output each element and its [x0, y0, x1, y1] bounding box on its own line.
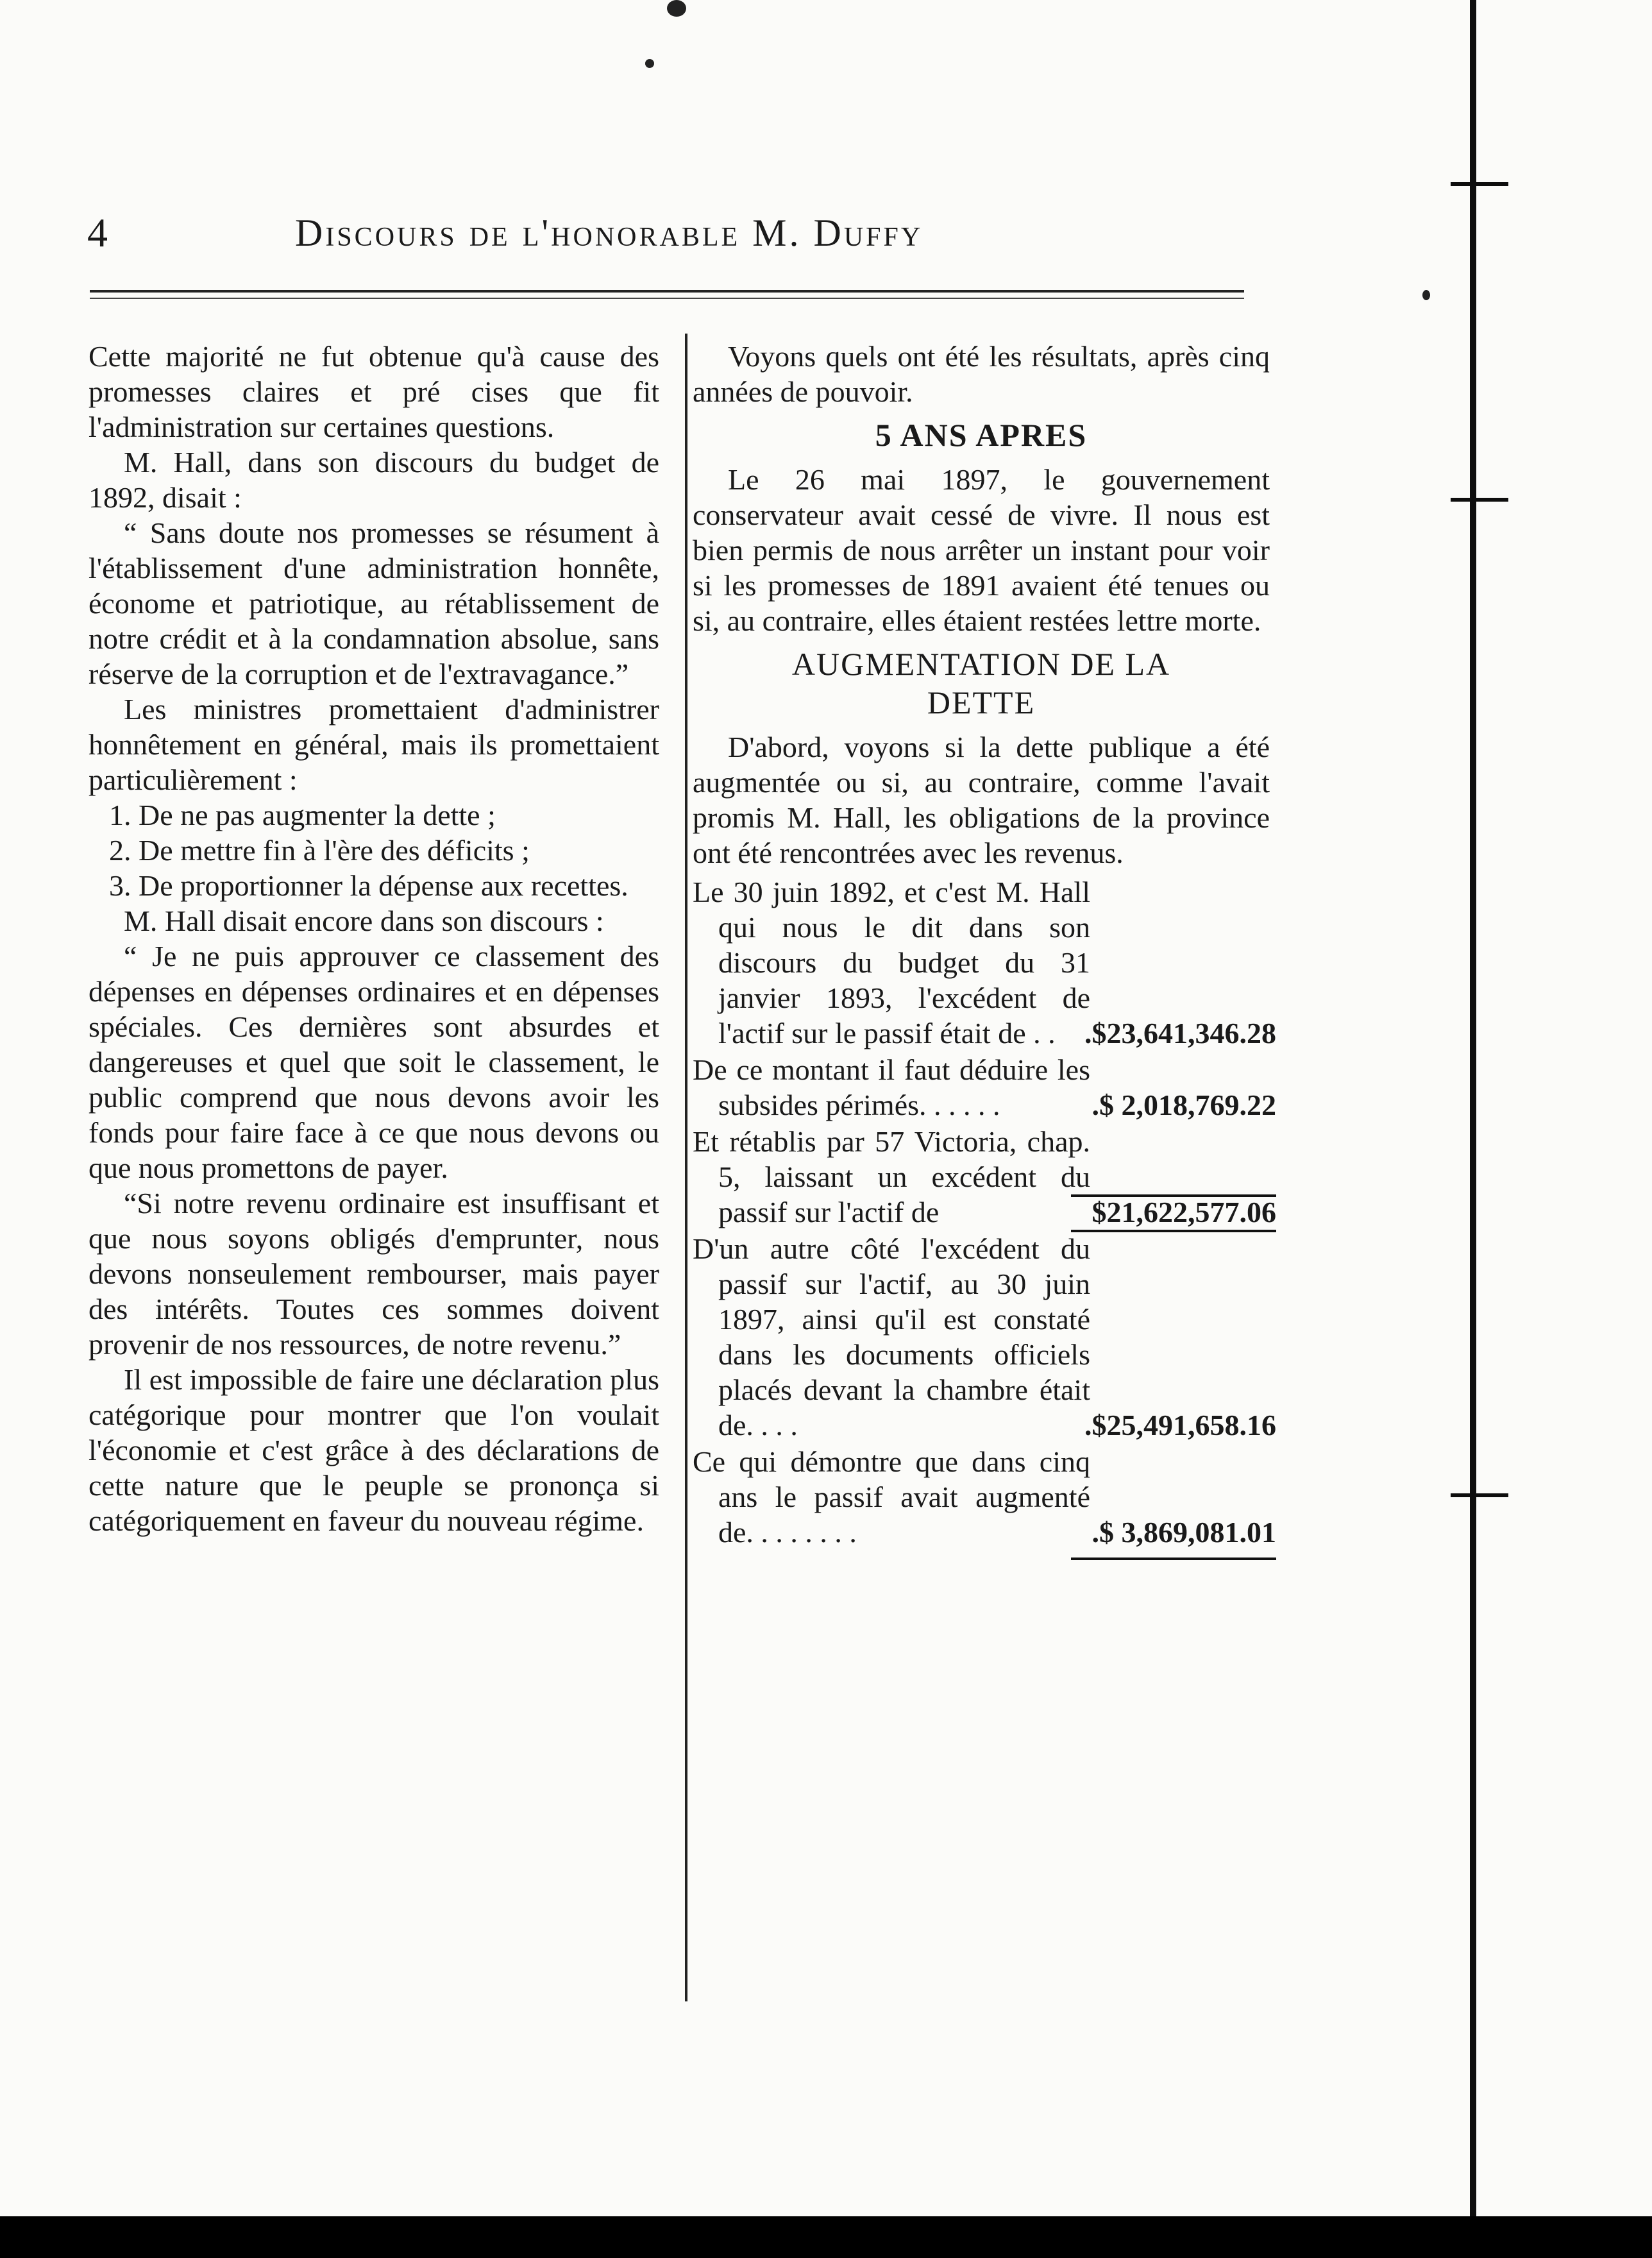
paragraph: Voyons quels ont été les résultats, après cinq années de pouvoir. — [693, 340, 1270, 408]
edge-mark — [1451, 1493, 1508, 1497]
quote-paragraph: “ Je ne puis approuver ce classement des dépenses en dépenses ordinaires et en dépenses spéciales. Ces dernières sont absurdes et dangereuses et quel que soit le classement, le public comprend que nous devons avoir les fonds pour faire face à ce que nous devons ou que nous promettons de payer. — [88, 940, 659, 1184]
statement-amount: .$25,491,658.16 — [1084, 1409, 1276, 1441]
statement-row — [693, 1052, 1276, 1123]
column-separator — [685, 334, 687, 2001]
ink-speck — [645, 59, 654, 68]
total-rule — [1071, 1558, 1276, 1560]
statement-amount: $21,622,577.06 — [1092, 1196, 1276, 1228]
statement-row — [693, 1444, 1276, 1550]
edge-mark — [1451, 182, 1508, 186]
paragraph: M. Hall disait encore dans son discours : — [124, 904, 604, 937]
adjacent-page-margin — [1475, 0, 1652, 2216]
statement-text: Et rétablis par 57 Victoria, chap. 5, laissant un excédent du passif sur l'actif de — [693, 1125, 1090, 1228]
list-item: 2. De mettre fin à l'ère des déficits ; — [109, 834, 530, 867]
section-heading: AUGMENTATION DE LA — [791, 646, 1171, 682]
section-heading-line2: DETTE — [927, 684, 1036, 720]
statement-amount: .$23,641,346.28 — [1084, 1017, 1276, 1049]
page-edge-line — [1470, 0, 1476, 2216]
paragraph: D'abord, voyons si la dette publique a été augmentée ou si, au contraire, comme l'avait promis M. Hall, les obligations de la province ont été rencontrées avec les revenus. — [693, 731, 1270, 869]
edge-mark — [1451, 498, 1508, 502]
statement-text: Ce qui démontre que dans cinq ans le passif avait augmenté de. . . . . . . . — [693, 1445, 1090, 1549]
page-header — [0, 204, 1475, 262]
paragraph: Le 26 mai 1897, le gouvernement conservateur avait cessé de vivre. Il nous est bien permis de nous arrêter un instant pour voir si les promesses de 1891 avaient été tenues ou si, au contraire, elles étaient restées lettre morte. — [693, 463, 1270, 637]
statement-row — [693, 874, 1276, 1051]
left-column — [88, 339, 659, 1538]
quote-paragraph: “ Sans doute nos promesses se résument à l'établissement d'une administration honnête, économe et patriotique, au rétablissement de notre crédit et à la condamnation absolue, sans réserve de la corruption et de l'extravagance.” — [88, 516, 659, 690]
paragraph: Les ministres promettaient d'administrer honnêtement en général, mais ils promettaient particulièrement : — [88, 693, 659, 796]
sum-rule — [1071, 1230, 1276, 1232]
page-number: 4 — [87, 210, 108, 255]
statement-text: D'un autre côté l'excédent du passif sur l'actif, au 30 juin 1897, ainsi qu'il est constaté dans les documents officiels placés devant la chambre était de. . . . — [693, 1232, 1090, 1441]
statement-text: Le 30 juin 1892, et c'est M. Hall qui nous le dit dans son discours du budget du 31 janvier 1893, l'excédent de l'actif sur le passif était de . . — [693, 876, 1090, 1049]
paragraph: M. Hall, dans son discours du budget de 1892, disait : — [88, 446, 659, 514]
statement-row — [693, 1124, 1276, 1230]
paragraph: Il est impossible de faire une déclaration plus catégorique pour montrer que l'on voulait l'économie et c'est grâce à des déclarations de cette nature que le peuple se prononça si catégoriquement en faveur du nouveau régime. — [88, 1363, 659, 1537]
header-rule — [90, 290, 1244, 293]
section-heading: 5 ANS APRES — [875, 417, 1088, 453]
ink-speck — [667, 0, 686, 17]
running-title: Discours de l'honorable M. Duffy — [295, 212, 923, 254]
statement-amount: .$ 3,869,081.01 — [1092, 1516, 1276, 1549]
statement-text: De ce montant il faut déduire les subsides périmés. . . . . . — [693, 1053, 1090, 1121]
quote-paragraph: “Si notre revenu ordinaire est insuffisant et que nous soyons obligés d'emprunter, nous devons nonseulement rembourser, mais payer des intérêts. Toutes ces sommes doivent provenir de nos ressources, de notre revenu.” — [88, 1187, 659, 1361]
list-item: 1. De ne pas augmenter la dette ; — [109, 799, 496, 831]
ink-speck — [1422, 290, 1430, 300]
header-rule-thin — [90, 298, 1244, 299]
paragraph: Cette majorité ne fut obtenue qu'à cause des promesses claires et pré cises que fit l'administration sur certaines questions. — [88, 340, 659, 443]
list-item: 3. De proportionner la dépense aux recettes. — [109, 869, 628, 902]
statement-row — [693, 1231, 1276, 1443]
right-column — [693, 339, 1276, 1551]
financial-statement — [693, 874, 1276, 1550]
statement-amount: .$ 2,018,769.22 — [1092, 1089, 1276, 1121]
